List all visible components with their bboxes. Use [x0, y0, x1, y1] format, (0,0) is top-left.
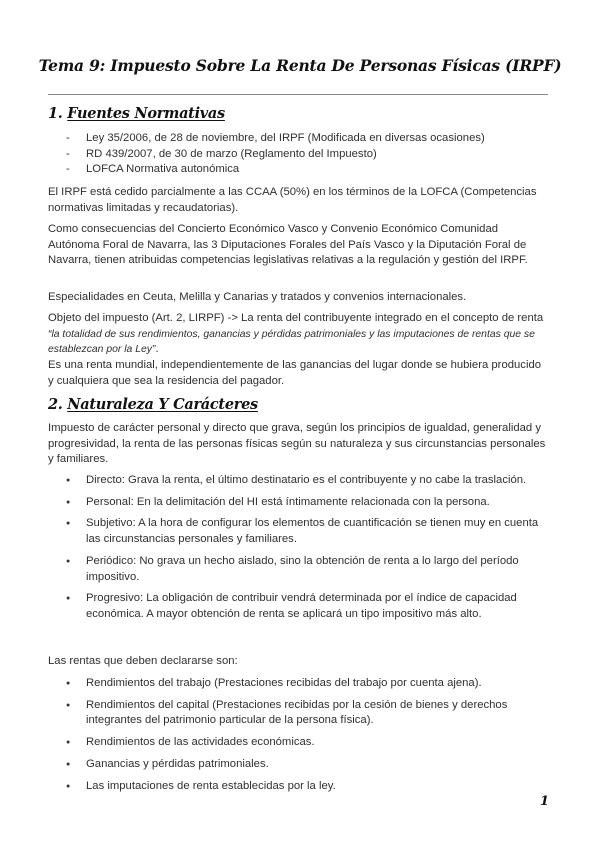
paragraph-concierto: Como consecuencias del Concierto Económico Vasco y Convenio Económico Comunidad Autónoma Foral de Navarra, las 3 Diputaciones Forales del País Vasco y la Diputación Foral de Navarra, tienen atribuidas competencias legislativas relativas a la regulación y gestión del IRPF.	[48, 223, 528, 267]
list-item: ● Las imputaciones de renta establecidas por la ley.	[66, 779, 550, 795]
section-1-heading	[48, 105, 225, 122]
document-title: Tema 9: Impuesto Sobre La Renta De Personas Físicas (IRPF)	[38, 56, 562, 75]
list-item: ● Rendimientos del capital (Prestaciones recibidas por la cesión de bienes y derechos integrantes del patrimonio particular de la persona física).	[66, 698, 550, 729]
paragraph-rentas-intro: Las rentas que deben declararse son:	[48, 655, 238, 667]
objeto-end: .	[155, 343, 159, 356]
rentas-list	[66, 676, 550, 800]
section-2-title: Naturaleza Y Carácteres	[67, 396, 258, 413]
list-item: ● Subjetivo: A la hora de configurar los elementos de cuantificación se tienen muy en cuenta las circunstancias personales y familiares.	[66, 516, 550, 547]
paragraph-cesion: El IRPF está cedido parcialmente a las CCAA (50%) en los términos de la LOFCA (Competencias normativas limitadas y recaudatorias).	[48, 186, 537, 214]
list-item: - LOFCA Normativa autonómica	[66, 162, 485, 178]
objeto-quote: “la totalidad de sus rendimientos, ganancias y pérdidas patrimoniales y las imputaciones de rentas que se establezcan por la Ley”	[48, 328, 535, 356]
paragraph-especialidades: Especialidades en Ceuta, Melilla y Canarias y tratados y convenios internacionales.	[48, 291, 467, 303]
section-2-number: 2.	[48, 396, 63, 413]
list-item: ● Rendimientos de las actividades económicas.	[66, 735, 550, 751]
section-1-number: 1.	[48, 105, 63, 122]
section-1-title: Fuentes Normativas	[67, 105, 225, 122]
objeto-text: Objeto del impuesto (Art. 2, LIRPF) -> La renta del contribuyente integrado en el concepto de renta	[48, 312, 544, 324]
list-item: ● Personal: En la delimitación del HI está íntimamente relacionada con la persona.	[66, 495, 550, 511]
sources-list	[66, 131, 485, 178]
title-divider	[48, 94, 548, 95]
list-item: ● Periódico: No grava un hecho aislado, sino la obtención de renta a lo largo del período impositivo.	[66, 554, 550, 585]
list-item: - RD 439/2007, de 30 de marzo (Reglamento del Impuesto)	[66, 147, 485, 163]
list-item: ● Ganancias y pérdidas patrimoniales.	[66, 757, 550, 773]
characteristics-list	[66, 473, 550, 629]
page-number: 1	[540, 794, 550, 809]
section-2-heading	[48, 396, 258, 413]
list-item: ● Rendimientos del trabajo (Prestaciones recibidas del trabajo por cuenta ajena).	[66, 676, 550, 692]
paragraph-renta-mundial: Es una renta mundial, independientemente de las ganancias del lugar donde se hubiera producido y cualquiera que sea la residencia del pagador.	[48, 359, 542, 387]
list-item: - Ley 35/2006, de 28 de noviembre, del IRPF (Modificada en diversas ocasiones)	[66, 131, 485, 147]
paragraph-intro: Impuesto de carácter personal y directo que grava, según los principios de igualdad, generalidad y progresividad, la renta de las personas físicas según su naturaleza y sus circunstancias personales y familiares.	[48, 422, 546, 466]
paragraph-objeto	[48, 311, 548, 358]
list-item: ● Directo: Grava la renta, el último destinatario es el contribuyente y no cabe la traslación.	[66, 473, 550, 489]
list-item: ● Progresivo: La obligación de contribuir vendrá determinada por el índice de capacidad económica. A mayor obtención de renta se aplicará un tipo impositivo más alto.	[66, 591, 550, 622]
